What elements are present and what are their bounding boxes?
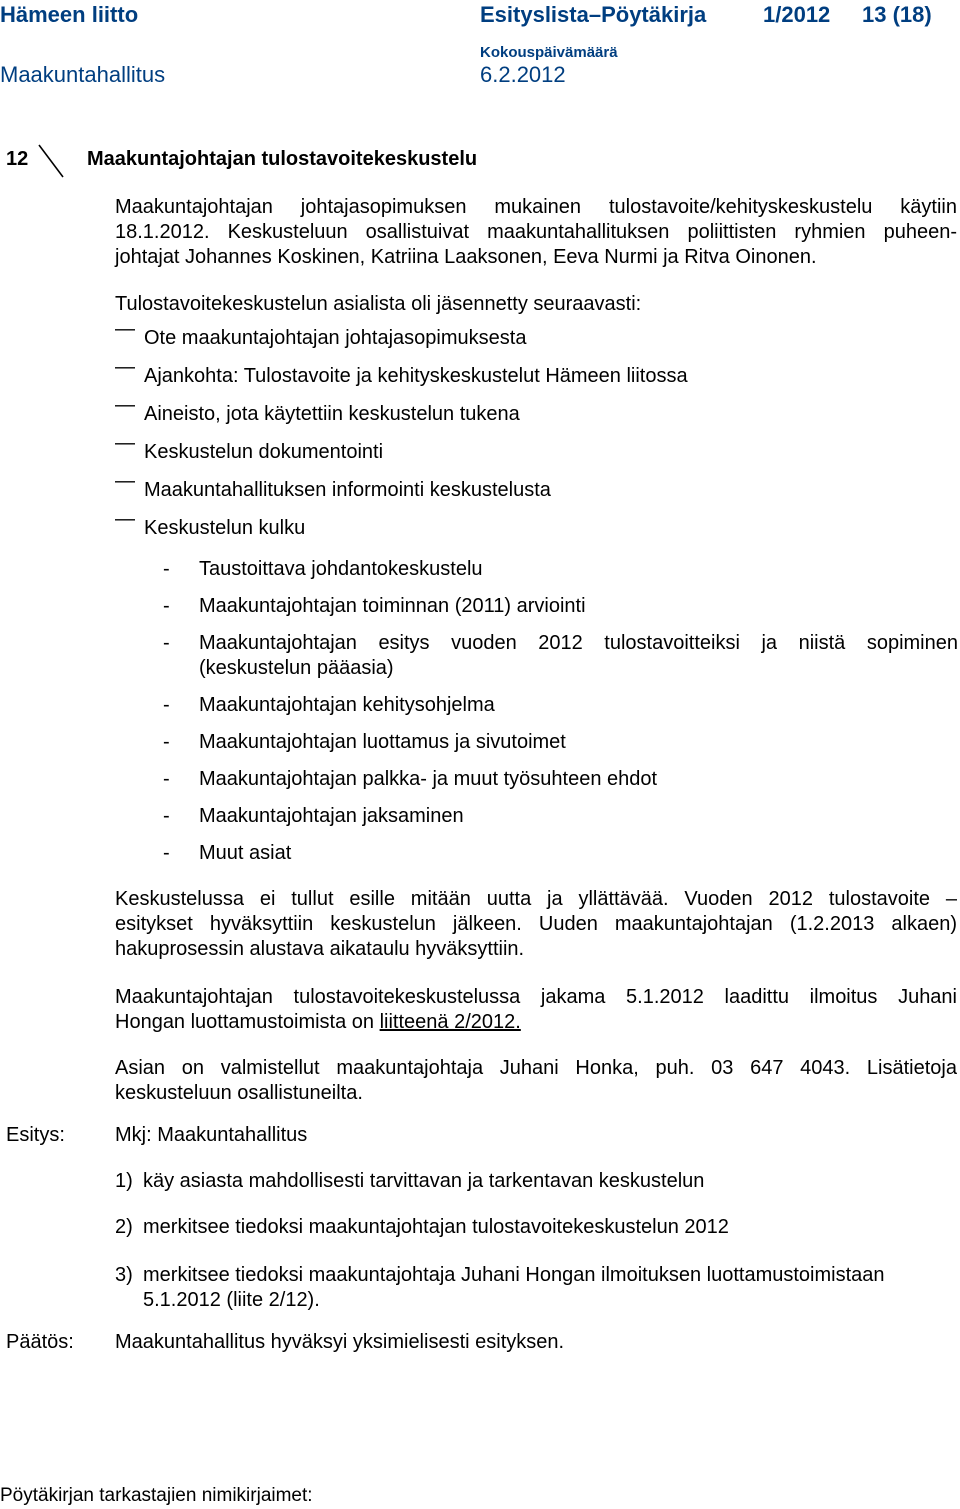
org-name: Hämeen liitto: [0, 2, 139, 27]
list-item: [115, 1169, 958, 1215]
notice-paragraph: [115, 985, 957, 1035]
list-item-label: merkitsee tiedoksi maakuntajohtajan tulostavoitekeskustelun 2012: [143, 1216, 729, 1238]
dash-icon: —: [115, 318, 135, 340]
hyphen-icon: -: [163, 632, 170, 654]
list-item: [115, 432, 688, 478]
hyphen-icon: -: [163, 768, 170, 790]
dash-icon: —: [115, 470, 135, 492]
hyphen-icon: -: [163, 731, 170, 753]
list-item-label: Keskustelun kulku: [144, 517, 306, 539]
section-title: Maakuntajohtajan tulostavoitekeskustelu: [87, 148, 478, 170]
list-item: [115, 1215, 958, 1263]
list-item-label: Taustoittava johdantokeskustelu: [199, 558, 483, 580]
item-number: 2): [115, 1216, 133, 1238]
hyphen-icon: -: [163, 805, 170, 827]
footer-initials-label: Pöytäkirjan tarkastajien nimikirjaimet:: [0, 1485, 313, 1506]
attachment-link[interactable]: liitteenä 2/2012.: [379, 1011, 521, 1033]
list-item-label: Maakuntajohtajan jaksaminen: [199, 805, 464, 827]
decision-text: Maakuntahallitus hyväksyi yksimielisesti esityksen.: [115, 1331, 565, 1353]
list-item-label: Muut asiat: [199, 842, 292, 864]
hyphen-icon: -: [163, 694, 170, 716]
item-number: 1): [115, 1170, 133, 1192]
dash-icon: —: [115, 432, 135, 454]
list-item-label: Maakuntajohtajan kehitysohjelma: [199, 694, 495, 716]
result-line: Keskustelussa ei tullut esille mitään uutta ja yllättävää. Vuoden 2012 tulostavoite –: [115, 888, 957, 910]
list-item-label: Ote maakuntajohtajan johtajasopimuksesta: [144, 327, 527, 349]
list-item-label: Keskustelun dokumentointi: [144, 441, 384, 463]
meeting-date: 6.2.2012: [480, 62, 566, 87]
notice-line: Maakuntajohtajan tulostavoitekeskustelussa jakama 5.1.2012 laadittu ilmoitus Juhani: [115, 986, 957, 1008]
intro-line: 18.1.2012. Keskusteluun osallistuivat maakuntahallituksen poliittisten ryhmien puheen-: [115, 221, 957, 243]
discussion-flow-list: [161, 557, 958, 878]
list-item: [115, 318, 688, 364]
issue-number: 1/2012: [763, 2, 831, 27]
list-item: [161, 804, 958, 841]
list-item-label: käy asiasta mahdollisesti tarvittavan ja tarkentavan keskustelun: [143, 1170, 705, 1192]
intro-line: johtajat Johannes Koskinen, Katriina Laaksonen, Eeva Nurmi ja Ritva Oinonen.: [115, 246, 817, 268]
list-item: [115, 470, 688, 516]
list-item: [115, 508, 688, 554]
section-number: 12: [6, 148, 29, 170]
list-item-label: Maakuntajohtajan palkka- ja muut työsuhteen ehdot: [199, 768, 658, 790]
proposal-label: Esitys:: [6, 1124, 65, 1146]
intro-line: Maakuntajohtajan johtajasopimuksen mukainen tulostavoite/kehityskeskustelu käytiin: [115, 196, 957, 218]
list-item-label: Maakuntajohtajan luottamus ja sivutoimet: [199, 731, 566, 753]
list-item: [161, 631, 958, 693]
section-mark-icon: [37, 143, 65, 179]
result-line: esitykset hyväksyttiin keskustelun jälkeen. Uuden maakuntajohtajan (1.2.2013 alkaen): [115, 913, 957, 935]
decision-label: Päätös:: [6, 1331, 74, 1353]
page-number: 13 (18): [862, 2, 932, 27]
agenda-list: [115, 318, 688, 554]
hyphen-icon: -: [163, 558, 170, 580]
intro-paragraph: [115, 195, 957, 270]
prepared-paragraph: [115, 1056, 957, 1106]
list-item-label: Maakuntahallituksen informointi keskustelusta: [144, 479, 551, 501]
notice-text: Hongan luottamustoimista on: [115, 1011, 380, 1033]
list-item-label: Ajankohta: Tulostavoite ja kehityskeskustelut Hämeen liitossa: [144, 365, 688, 387]
list-item: [115, 1263, 958, 1319]
date-label: Kokouspäivämäärä: [480, 44, 618, 61]
list-item: [161, 730, 958, 767]
doc-type: Esityslista–Pöytäkirja: [480, 2, 707, 27]
item-number: 3): [115, 1264, 133, 1286]
list-item-label: merkitsee tiedoksi maakuntajohtaja Juhani Hongan ilmoituksen luottamustoimistaan 5.1.2012 (liite 2/12).: [143, 1264, 885, 1311]
list-item: [161, 594, 958, 631]
list-item: [161, 841, 958, 878]
prepared-line: Asian on valmistellut maakuntajohtaja Juhani Honka, puh. 03 647 4043. Lisätietoja: [115, 1057, 957, 1079]
list-item-label: Maakuntajohtajan toiminnan (2011) arviointi: [199, 595, 586, 617]
list-item-label: Aineisto, jota käytettiin keskustelun tukena: [144, 403, 520, 425]
dash-icon: —: [115, 356, 135, 378]
list-item: [161, 557, 958, 594]
dash-icon: —: [115, 508, 135, 530]
notice-line: [115, 1010, 957, 1035]
dash-icon: —: [115, 394, 135, 416]
list-item: [161, 693, 958, 730]
governing-body: Maakuntahallitus: [0, 62, 166, 87]
list-item: [161, 767, 958, 804]
prepared-line: keskusteluun osallistuneilta.: [115, 1082, 363, 1104]
proposal-list: [115, 1169, 958, 1319]
list-item: [115, 356, 688, 402]
result-line: hakuprosessin alustava aikataulu hyväksyttiin.: [115, 938, 525, 960]
proposal-by: Mkj: Maakuntahallitus: [115, 1124, 308, 1146]
list-item: [115, 394, 688, 440]
agenda-intro: Tulostavoitekeskustelun asialista oli jäsennetty seuraavasti:: [115, 293, 642, 315]
list-item-label: Maakuntajohtajan esitys vuoden 2012 tulostavoitteiksi ja niistä sopiminen (keskustelun pääasia): [199, 632, 958, 679]
hyphen-icon: -: [163, 842, 170, 864]
result-paragraph: [115, 887, 957, 962]
hyphen-icon: -: [163, 595, 170, 617]
